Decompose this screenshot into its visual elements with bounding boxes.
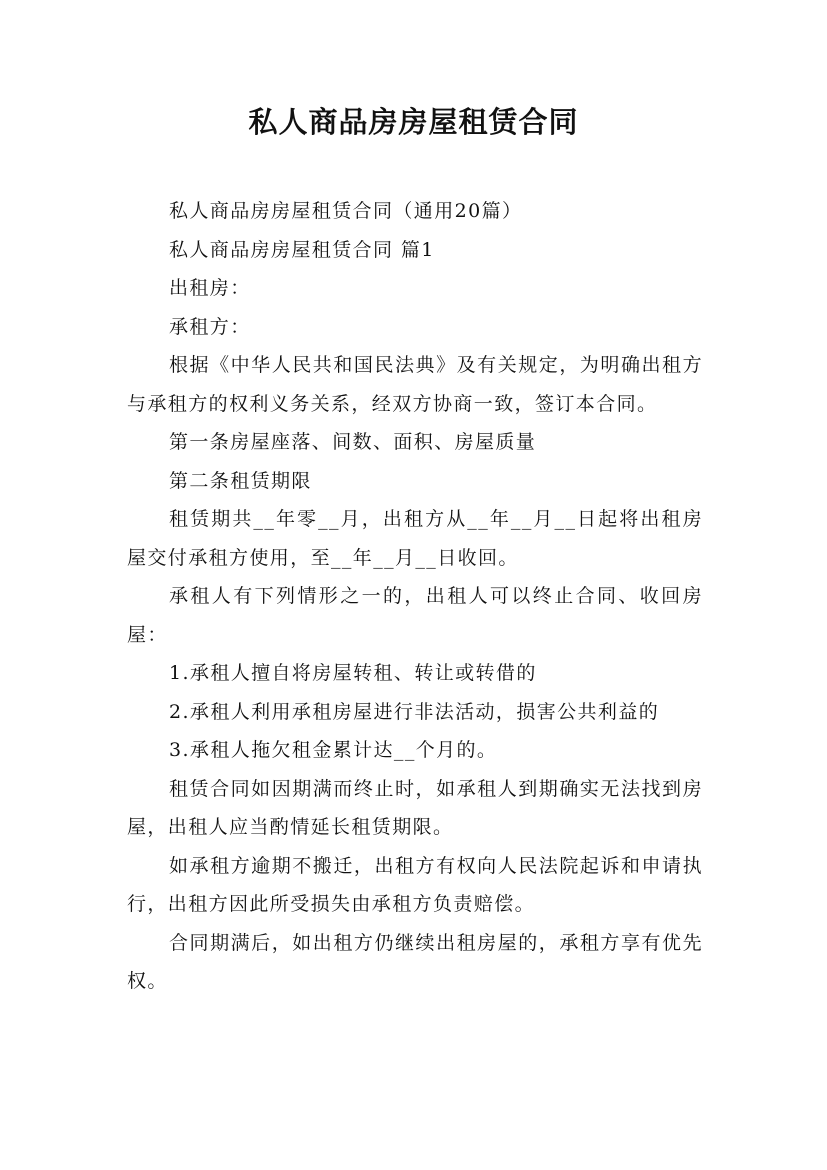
paragraph-expiry: 租赁合同如因期满而终止时，如承租人到期确实无法找到房屋，出租人应当酌情延长租赁期限。 (127, 777, 703, 838)
document-body (127, 192, 703, 1001)
paragraph-article-1: 第一条房屋座落、间数、面积、房屋质量 (169, 431, 537, 453)
paragraph-item-1: 1.承租人擅自将房屋转租、转让或转借的 (169, 662, 537, 684)
paragraph-subheading: 私人商品房房屋租赁合同 篇1 (169, 238, 435, 261)
paragraph-priority: 合同期满后，如出租方仍继续出租房屋的，承租方享有优先权。 (127, 931, 703, 992)
paragraph-lease-term: 租赁期共__年零__月，出租方从__年__月__日起将出租房屋交付承租方使用，至__年__月__日收回。 (127, 508, 703, 569)
paragraph-preamble: 根据《中华人民共和国民法典》及有关规定，为明确出租方与承租方的权利义务关系，经双方协商一致，签订本合同。 (127, 354, 703, 415)
paragraph-overdue: 如承租方逾期不搬迁，出租方有权向人民法院起诉和申请执行，出租方因此所受损失由承租方负责赔偿。 (127, 854, 703, 915)
document-title: 私人商品房房屋租赁合同 (248, 105, 579, 139)
paragraph-item-3: 3.承租人拖欠租金累计达__个月的。 (169, 739, 498, 761)
paragraph-lessor: 出租房： (169, 277, 251, 299)
paragraph-item-2: 2.承租人利用承租房屋进行非法活动，损害公共利益的 (169, 700, 660, 723)
paragraph-article-2: 第二条租赁期限 (169, 469, 312, 492)
paragraph-lessee: 承租方： (169, 315, 251, 338)
paragraph-heading: 私人商品房房屋租赁合同（通用20篇） (169, 200, 523, 222)
paragraph-termination: 承租人有下列情形之一的，出租人可以终止合同、收回房屋： (127, 585, 703, 646)
